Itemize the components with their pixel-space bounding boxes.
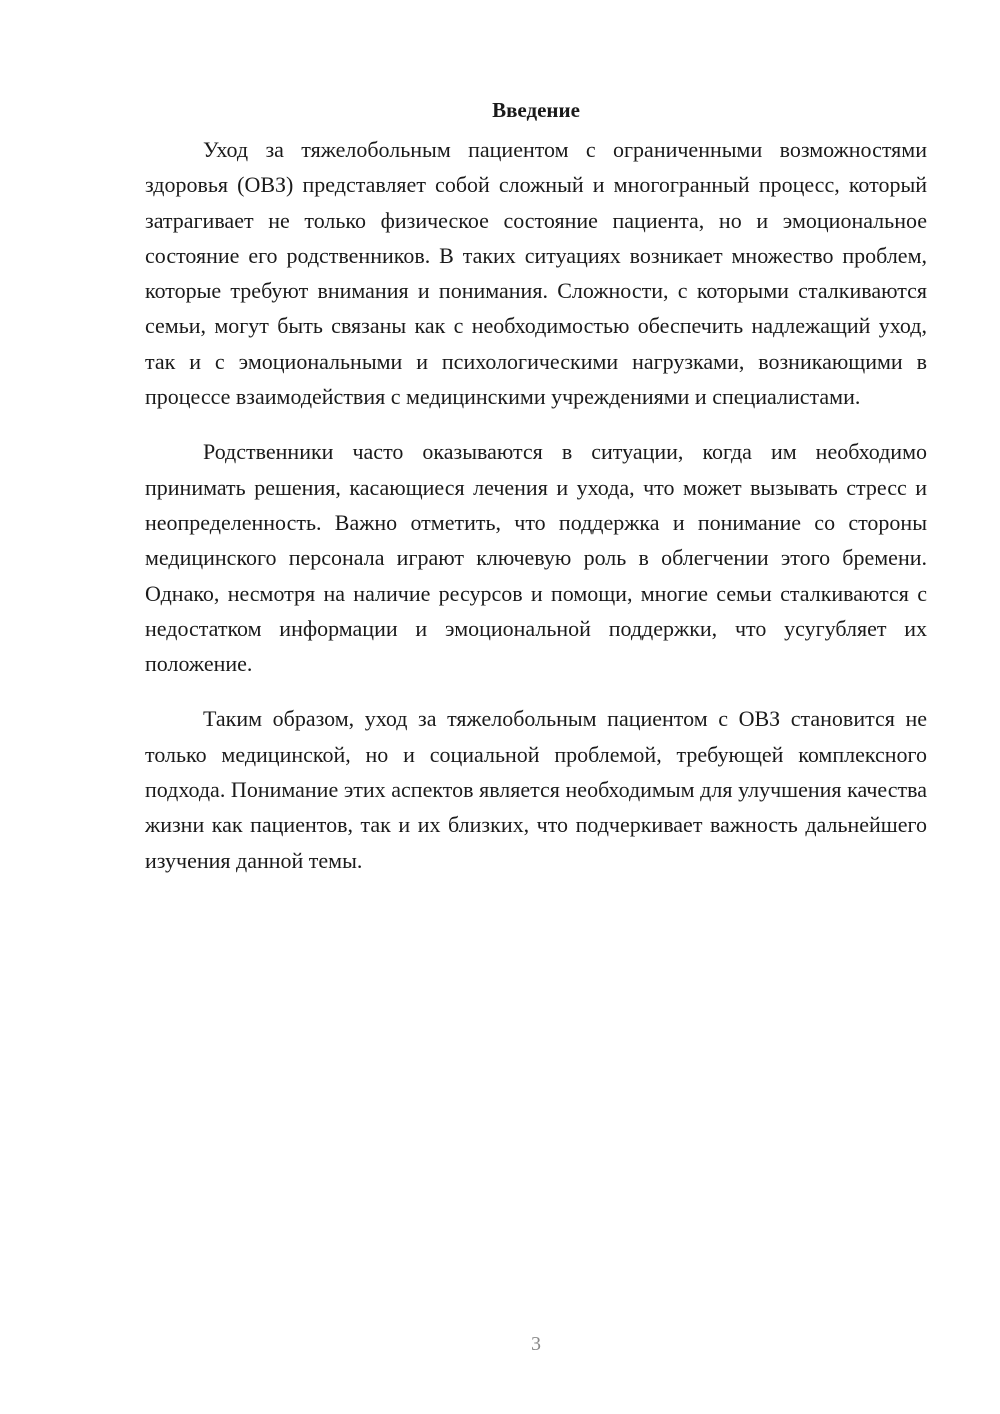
- paragraph-3: Таким образом, уход за тяжелобольным пациентом с ОВЗ становится не только медицинской, но и социальной проблемой, требующей комплексного подхода. Понимание этих аспектов является необходимым для улучшения качества жизни как пациентов, так и их близких, что подчеркивает важность дальнейшего изучения данной темы.: [145, 706, 927, 873]
- paragraph-2: Родственники часто оказываются в ситуации, когда им необходимо принимать решения, касающиеся лечения и ухода, что может вызывать стресс и неопределенность. Важно отметить, что поддержка и понимание со стороны медицинского персонала играют ключевую роль в облегчении этого бремени. Однако, несмотря на наличие ресурсов и помощи, многие семьи сталкиваются с недостатком информации и эмоциональной поддержки, что усугубляет их положение.: [145, 439, 927, 677]
- page-content: [145, 92, 927, 898]
- page-number: 3: [531, 1333, 541, 1355]
- paragraph-1: Уход за тяжелобольным пациентом с ограниченными возможностями здоровья (ОВЗ) представляет собой сложный и многогранный процесс, который затрагивает не только физическое состояние пациента, но и эмоциональное состояние его родственников. В таких ситуациях возникает множество проблем, которые требуют внимания и понимания. Сложности, с которыми сталкиваются семьи, могут быть связаны как с необходимостью обеспечить надлежащий уход, так и с эмоциональными и психологическими нагрузками, возникающими в процессе взаимодействия с медицинскими учреждениями и специалистами.: [145, 137, 927, 410]
- section-title: Введение: [492, 98, 580, 122]
